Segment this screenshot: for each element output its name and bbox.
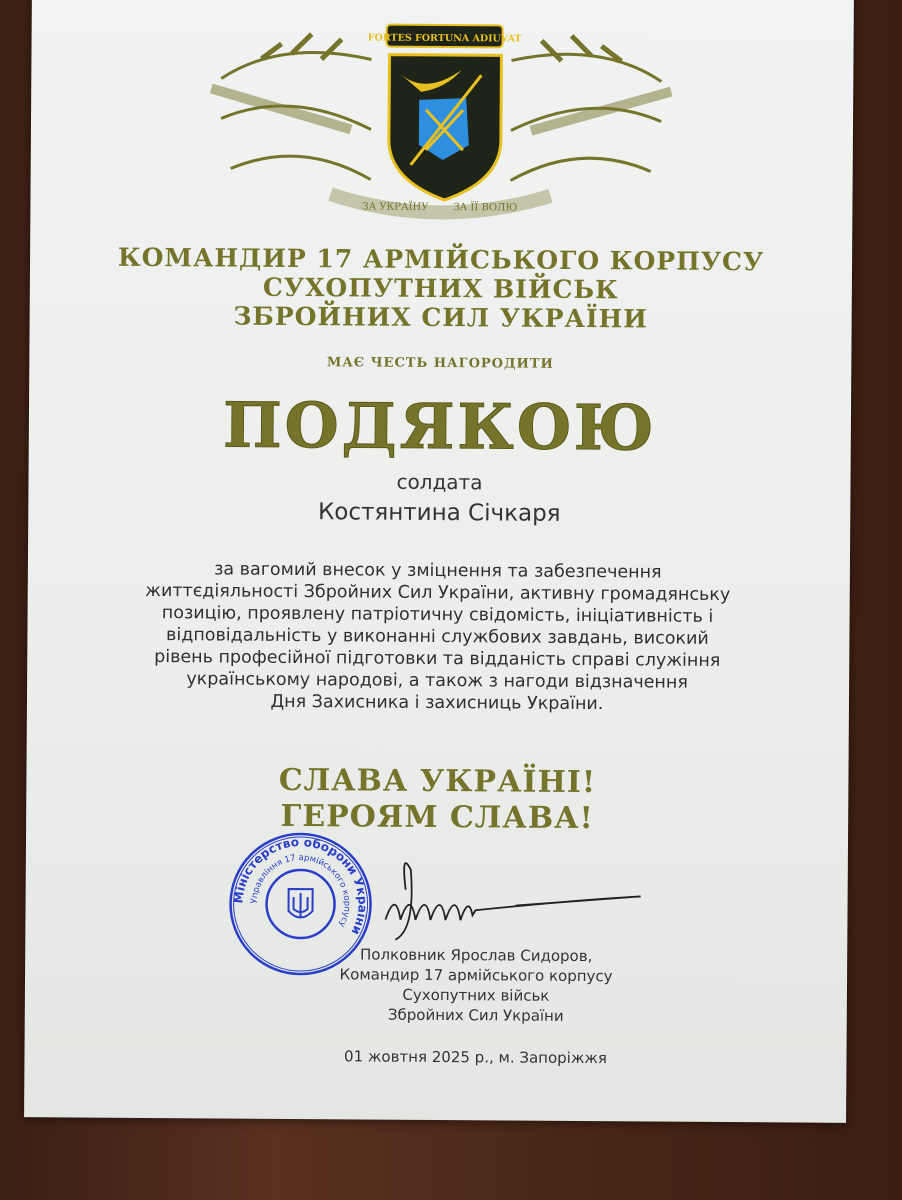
recipient-rank: солдата (396, 469, 483, 495)
issuer-heading (30, 242, 853, 335)
recipient-name: Костянтина Січкаря (317, 499, 561, 527)
slogan-line: ГЕРОЯМ СЛАВА! (280, 798, 594, 837)
signatory-line: Командир 17 армійського корпусу (339, 965, 613, 986)
citation-line: рівень професійної підготовки та відданість справі служіння (154, 647, 721, 671)
citation-line: Дня Захисника і захисниць України. (270, 691, 604, 715)
trident-icon (288, 889, 312, 918)
heading-line: СУХОПУТНИХ ВІЙСЬК (262, 272, 619, 305)
citation-line: позицію, проявлену патріотичну свідомість, ініціативність і (161, 603, 714, 627)
honor-line: МАЄ ЧЕСТЬ НАГОРОДИТИ (326, 355, 554, 372)
signatory-line: Полковник Ярослав Сидоров, (359, 945, 593, 966)
motto-text: FORTES FORTUNA ADIUVAT (367, 32, 522, 45)
slogans (26, 761, 848, 839)
award-title: ПОДЯКОЮ (222, 388, 657, 465)
svg-text:Міністерство оборони України (231, 834, 370, 937)
signatory-block (65, 942, 888, 1028)
certificate-paper (24, 0, 854, 1123)
citation-line: за вагомий внесок у зміцнення та забезпечення (214, 559, 662, 583)
date-place: 01 жовтня 2025 р., м. Запоріжжя (343, 1047, 607, 1068)
stamp-outer-text: Міністерство оборони України (231, 834, 370, 938)
heading-line: ЗБРОЙНИХ СИЛ УКРАЇНИ (233, 301, 648, 334)
stamp-inner-text: Управління 17 армійського корпусу (249, 853, 352, 929)
signatory-line: Збройних Сил України (387, 1005, 564, 1025)
slogan-line: СЛАВА УКРАЇНІ! (278, 762, 597, 801)
signature (365, 849, 646, 951)
ribbon-left-text: ЗА УКРАЇНУ (362, 201, 429, 213)
citation-text (127, 558, 748, 716)
military-emblem (200, 18, 681, 221)
citation-line: життєдіяльності Збройних Сил України, активну громадянську (145, 580, 731, 606)
signatory-line: Сухопутних військ (402, 985, 550, 1005)
citation-line: українському народові, а також з нагоди відзначення (186, 669, 688, 693)
citation-line: відповідальність у виконанні службових завдань, високий (166, 625, 709, 649)
heading-line: КОМАНДИР 17 АРМІЙСЬКОГО КОРПУСУ (117, 242, 765, 277)
ribbon-right-text: ЗА ЇЇ ВОЛЮ (453, 202, 518, 214)
